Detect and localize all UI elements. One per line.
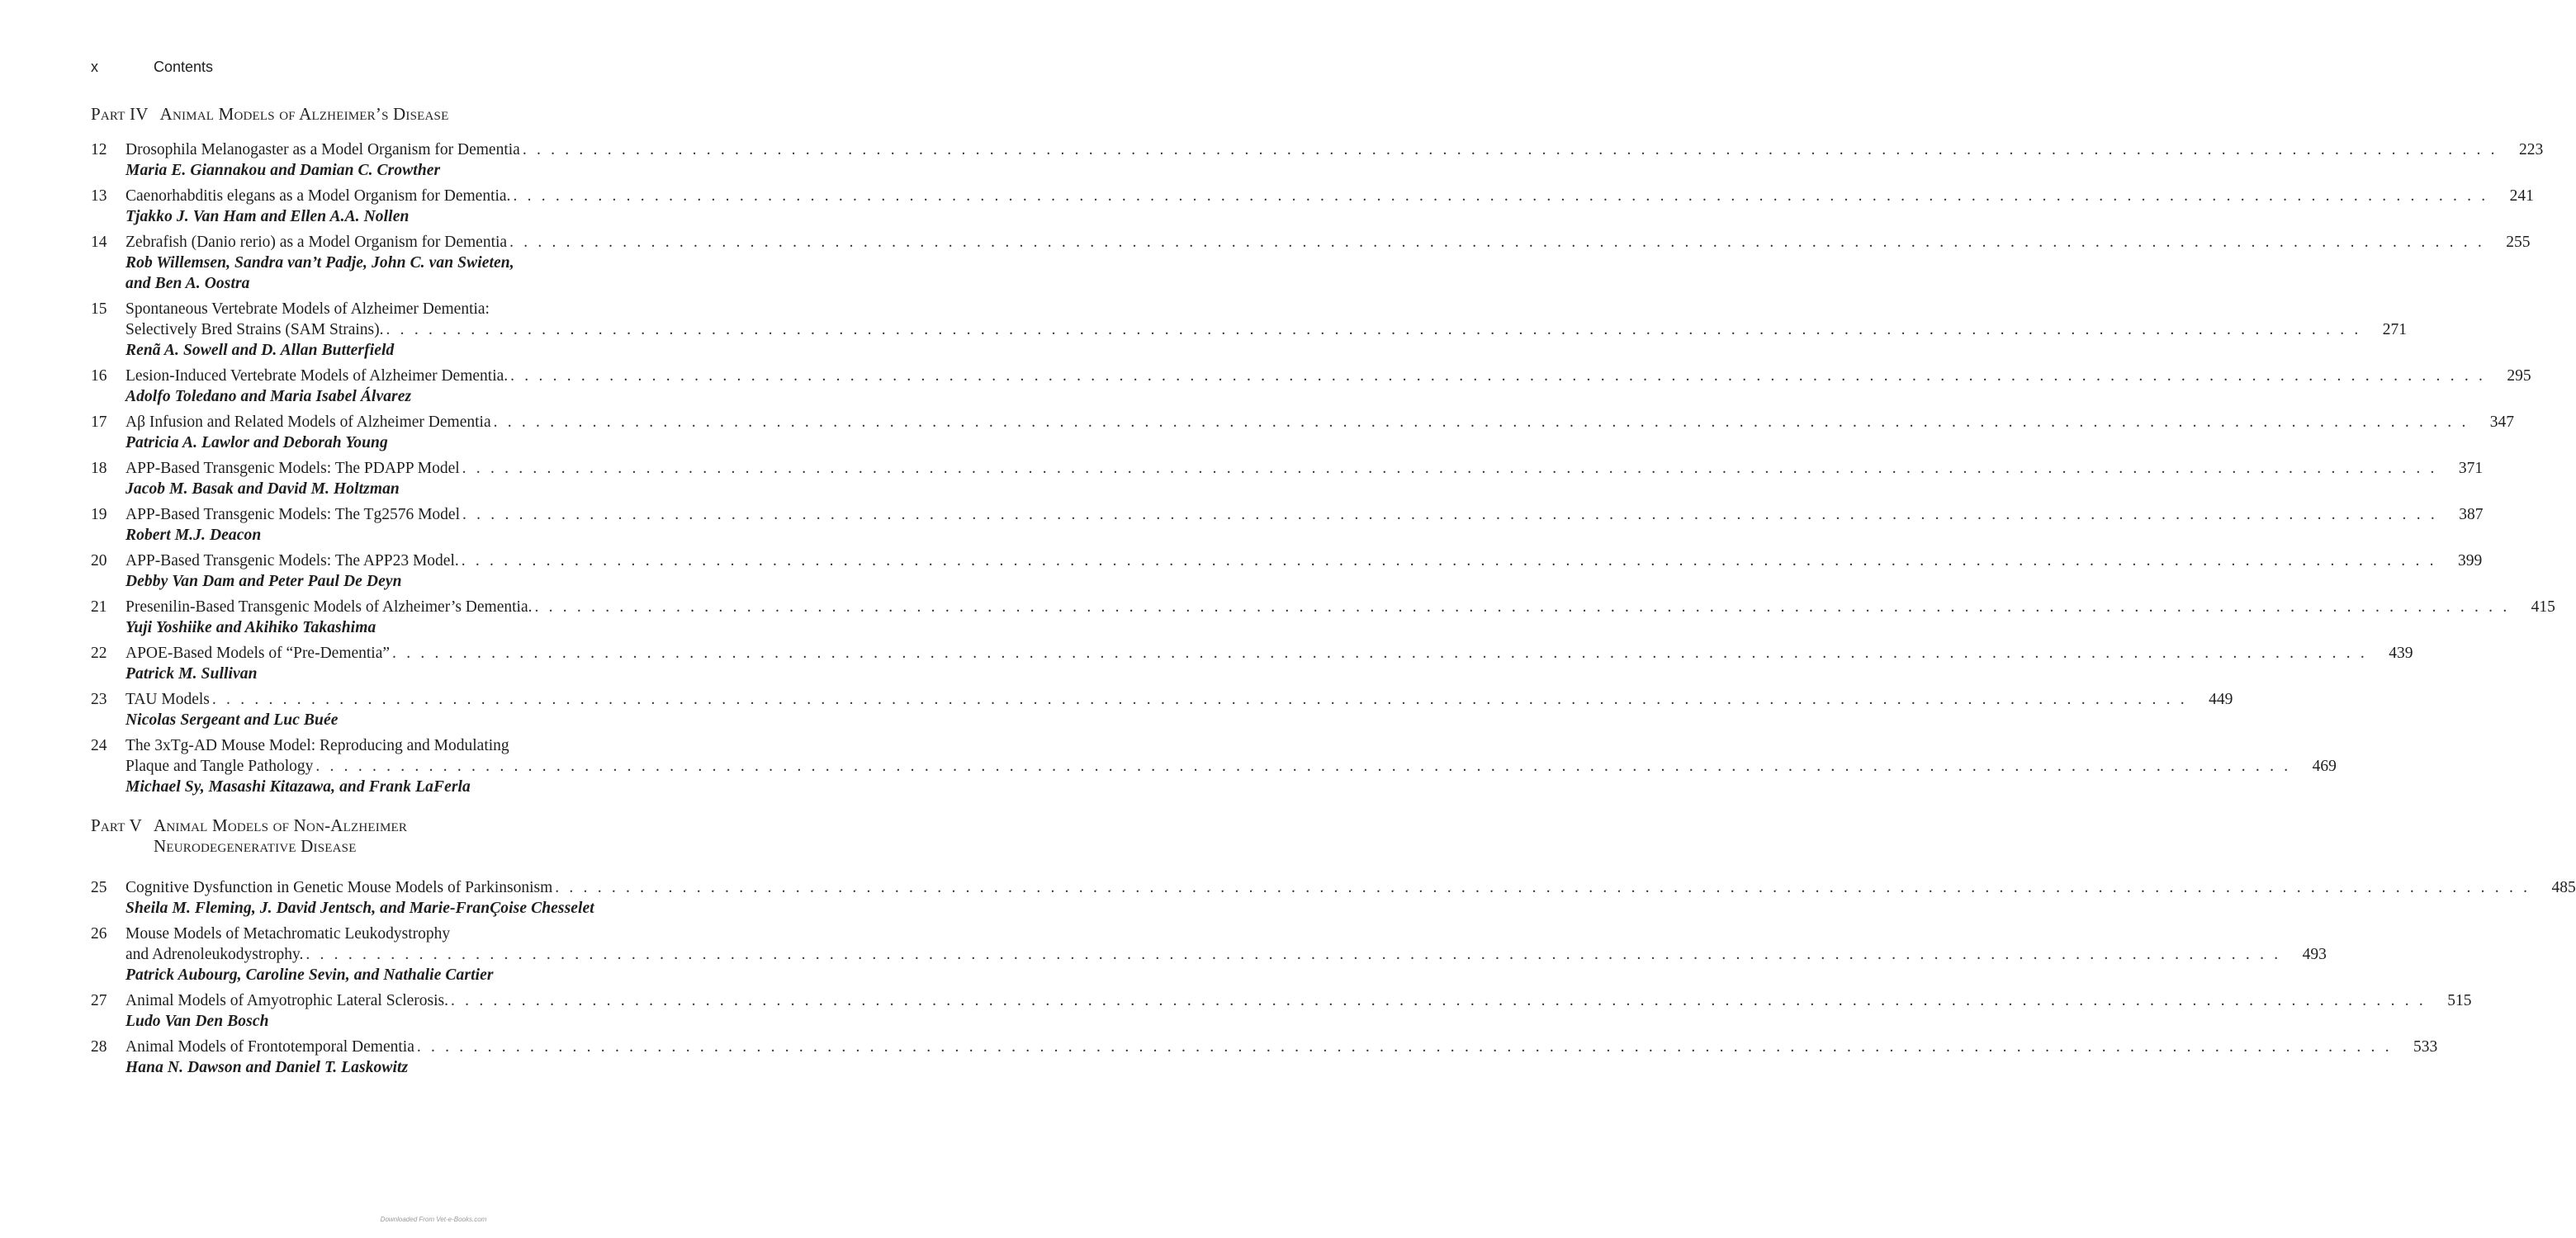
toc-entry[interactable] (91, 366, 2531, 407)
chapter-authors: and Ben A. Oostra (125, 275, 250, 292)
chapter-body (125, 735, 2337, 797)
toc-entry[interactable] (91, 458, 2484, 499)
part-heading (91, 815, 773, 857)
chapter-title[interactable]: Selectively Bred Strains (SAM Strains). (125, 321, 384, 338)
chapter-title[interactable]: APP-Based Transgenic Models: The PDAPP Model (125, 460, 460, 477)
chapter-title[interactable]: Plaque and Tangle Pathology (125, 758, 314, 775)
page-number[interactable]: 295 (2507, 367, 2531, 385)
page-number[interactable]: 255 (2506, 234, 2531, 251)
toc-entry[interactable] (91, 924, 2327, 985)
page-number[interactable]: 493 (2302, 946, 2327, 963)
chapter-number: 17 (91, 413, 107, 431)
running-head (91, 59, 213, 76)
part-label: Part IV (91, 104, 149, 124)
dot-leader: . . . . . . . . . . . . . . . . . . . . . . . . . . . . . . . . . . . . . . . . . . . . . . . . . . . . . . . . . . . . . . . . . . . . . . . . . . . . . . . . . . . . . . . . . . . . . . . . . . . . . . . . . . . . . . . . . . . . . . . . . . . . . . . . . . . . . . . . . . . . (522, 141, 2498, 158)
chapter-number: 19 (91, 506, 107, 523)
chapter-body (125, 412, 2515, 453)
chapter-authors: Patricia A. Lawlor and Deborah Young (125, 434, 388, 451)
chapter-authors: Patrick M. Sullivan (125, 665, 258, 683)
chapter-body (125, 597, 2555, 638)
chapter-title-line: The 3xTg-AD Mouse Model: Reproducing and Modulating (125, 737, 509, 754)
chapter-title[interactable]: APOE-Based Models of “Pre-Dementia” (125, 645, 391, 662)
toc-entry[interactable] (91, 504, 2484, 546)
page-number[interactable]: 347 (2489, 413, 2515, 431)
chapter-title[interactable]: TAU Models (125, 691, 210, 708)
toc-entry[interactable] (91, 232, 2531, 294)
chapter-number: 13 (91, 187, 107, 205)
chapter-number: 15 (91, 300, 107, 318)
toc-entry[interactable] (91, 643, 2413, 684)
chapter-title[interactable]: Caenorhabditis elegans as a Model Organism for Dementia. (125, 187, 511, 205)
chapter-authors: Debby Van Dam and Peter Paul De Deyn (125, 573, 402, 590)
chapter-number: 28 (91, 1038, 107, 1056)
part-heading (91, 104, 773, 125)
chapter-authors: Ludo Van Den Bosch (125, 1013, 269, 1030)
toc-entry[interactable] (91, 1037, 2438, 1078)
page-number[interactable]: 485 (2551, 879, 2576, 896)
chapter-body (125, 990, 2472, 1032)
toc-entry[interactable] (91, 412, 2515, 453)
toc-entry[interactable] (91, 299, 2407, 361)
chapter-number: 12 (91, 141, 107, 158)
page-number[interactable]: 399 (2457, 552, 2483, 569)
dot-leader: . . . . . . . . . . . . . . . . . . . . . . . . . . . . . . . . . . . . . . . . . . . . . . . . . . . . . . . . . . . . . . . . . . . . . . . . . . . . . . . . . . . . . . . . . . . . . . . . . . . . . . . . . . . . . . . . . . . . . . . . . . . . . . . . . . . . . . . . . . . . (555, 879, 2531, 896)
chapter-title-row[interactable] (125, 319, 2407, 340)
chapter-authors: Rob Willemsen, Sandra van’t Padje, John C. van Swieten, (125, 254, 514, 272)
dot-leader: . . . . . . . . . . . . . . . . . . . . . . . . . . . . . . . . . . . . . . . . . . . . . . . . . . . . . . . . . . . . . . . . . . . . . . . . . . . . . . . . . . . . . . . . . . . . . . . . . . . . . . . . . . . . . . . . . . . . . . . . . . . . . . . . . . . . . . . . . . . . (392, 645, 2368, 662)
page-number[interactable]: 515 (2447, 992, 2472, 1009)
page-number[interactable]: 371 (2458, 460, 2484, 477)
chapter-title-row[interactable] (125, 597, 2555, 617)
chapter-title[interactable]: Zebrafish (Danio rerio) as a Model Organism for Dementia (125, 234, 508, 251)
chapter-title-row[interactable] (125, 504, 2484, 525)
toc-entry[interactable] (91, 139, 2544, 181)
chapter-body (125, 232, 2531, 294)
chapter-number: 20 (91, 552, 107, 569)
page-number[interactable]: 449 (2209, 691, 2233, 708)
chapter-authors: Sheila M. Fleming, J. David Jentsch, and Marie-FranÇoise Chesselet (125, 900, 594, 917)
chapter-title-row[interactable] (125, 689, 2233, 710)
chapter-title-row[interactable] (125, 366, 2531, 386)
chapter-authors: Hana N. Dawson and Daniel T. Laskowitz (125, 1059, 409, 1076)
chapter-body (125, 504, 2484, 546)
toc-entry[interactable] (91, 186, 2534, 227)
toc-entry[interactable] (91, 550, 2483, 592)
chapter-authors: Maria E. Giannakou and Damian C. Crowther (125, 162, 441, 179)
running-title: Contents (154, 59, 214, 75)
page-number[interactable]: 387 (2459, 506, 2484, 523)
chapter-title-row[interactable] (125, 643, 2413, 664)
chapter-number: 22 (91, 645, 107, 662)
chapter-authors: Nicolas Sergeant and Luc Buée (125, 711, 339, 729)
chapter-title[interactable]: APP-Based Transgenic Models: The APP23 Model. (125, 552, 459, 569)
page-number[interactable]: 533 (2413, 1038, 2438, 1056)
chapter-number: 27 (91, 992, 107, 1009)
part-title-line: Neurodegenerative Disease (154, 836, 357, 856)
toc-entry[interactable] (91, 990, 2472, 1032)
chapter-authors: Robert M.J. Deacon (125, 527, 262, 544)
chapter-authors: Patrick Aubourg, Caroline Sevin, and Nathalie Cartier (125, 966, 494, 984)
chapter-authors: Renã A. Sowell and D. Allan Butterfield (125, 342, 395, 359)
chapter-title-line: Spontaneous Vertebrate Models of Alzheimer Dementia: (125, 300, 490, 318)
dot-leader: . . . . . . . . . . . . . . . . . . . . . . . . . . . . . . . . . . . . . . . . . . . . . . . . . . . . . . . . . . . . . . . . . . . . . . . . . . . . . . . . . . . . . . . . . . . . . . . . . . . . . . . . . . . . . . . . . . . . . . . . . . . . . . . . . . . . . . . . . . . . (462, 506, 2438, 523)
dot-leader: . . . . . . . . . . . . . . . . . . . . . . . . . . . . . . . . . . . . . . . . . . . . . . . . . . . . . . . . . . . . . . . . . . . . . . . . . . . . . . . . . . . . . . . . . . . . . . . . . . . . . . . . . . . . . . . . . . . . . . . . . . . . . . . . . . . . . . . . . . . . (510, 367, 2486, 385)
chapter-title-row[interactable] (125, 1037, 2438, 1057)
chapter-body (125, 689, 2233, 730)
dot-leader: . . . . . . . . . . . . . . . . . . . . . . . . . . . . . . . . . . . . . . . . . . . . . . . . . . . . . . . . . . . . . . . . . . . . . . . . . . . . . . . . . . . . . . . . . . . . . . . . . . . . . . . . . . . . . . . . . . . . . . . . . . . . . . . . . . . . . . . . . . . . (513, 187, 2488, 205)
chapter-body (125, 458, 2484, 499)
dot-leader: . . . . . . . . . . . . . . . . . . . . . . . . . . . . . . . . . . . . . . . . . . . . . . . . . . . . . . . . . . . . . . . . . . . . . . . . . . . . . . . . . . . . . . . . . . . . . . . . . . . . . . . . . . . . . . . . . . . . . . . . . . . . . . . . . . . . . . . . . . . . (386, 321, 2361, 338)
table-of-contents (91, 104, 2576, 1083)
chapter-title-row[interactable] (125, 990, 2472, 1011)
chapter-title-row[interactable] (125, 458, 2484, 479)
page-number[interactable]: 223 (2519, 141, 2544, 158)
chapter-title-row[interactable] (125, 412, 2515, 432)
chapter-title-row[interactable] (125, 139, 2544, 160)
chapter-number: 24 (91, 737, 107, 754)
chapter-title-row[interactable] (125, 756, 2337, 777)
chapter-title-row[interactable] (125, 877, 2576, 898)
chapter-authors: Yuji Yoshiike and Akihiko Takashima (125, 619, 376, 636)
toc-entry[interactable] (91, 597, 2555, 638)
chapter-body (125, 877, 2576, 919)
dot-leader: . . . . . . . . . . . . . . . . . . . . . . . . . . . . . . . . . . . . . . . . . . . . . . . . . . . . . . . . . . . . . . . . . . . . . . . . . . . . . . . . . . . . . . . . . . . . . . . . . . . . . . . . . . . . . . . . . . . . . . . . . . . . . . . . . . . . . . . . . . . . (451, 992, 2427, 1009)
page-folio: x (91, 59, 98, 75)
chapter-title[interactable]: Drosophila Melanogaster as a Model Organism for Dementia (125, 141, 520, 158)
dot-leader: . . . . . . . . . . . . . . . . . . . . . . . . . . . . . . . . . . . . . . . . . . . . . . . . . . . . . . . . . . . . . . . . . . . . . . . . . . . . . . . . . . . . . . . . . . . . . . . . . . . . . . . . . . . . . . . . . . . . . . . . . . . . . . . . . . . . . . . . . . . . (461, 552, 2437, 569)
dot-leader: . . . . . . . . . . . . . . . . . . . . . . . . . . . . . . . . . . . . . . . . . . . . . . . . . . . . . . . . . . . . . . . . . . . . . . . . . . . . . . . . . . . . . . . . . . . . . . . . . . . . . . . . . . . . . . . . . . . . . . . . . . . . . . . . . . . . . . . . . . . . (416, 1038, 2393, 1056)
chapter-authors: Tjakko J. Van Ham and Ellen A.A. Nollen (125, 208, 410, 225)
page-number[interactable]: 415 (2531, 598, 2555, 616)
chapter-title-line: Mouse Models of Metachromatic Leukodystrophy (125, 925, 451, 943)
dot-leader: . . . . . . . . . . . . . . . . . . . . . . . . . . . . . . . . . . . . . . . . . . . . . . . . . . . . . . . . . . . . . . . . . . . . . . . . . . . . . . . . . . . . . . . . . . . . . . . . . . . . . . . . . . . . . . . . . . . . . . . . . . . . . . . . . . . . . . . . . . . . (493, 413, 2469, 431)
chapter-title[interactable]: Cognitive Dysfunction in Genetic Mouse Models of Parkinsonism (125, 879, 553, 896)
chapter-body (125, 1037, 2438, 1078)
chapter-title-row[interactable] (125, 186, 2534, 206)
watermark: Downloaded From Vet-e-Books.com (380, 1216, 487, 1223)
page-number[interactable]: 439 (2389, 645, 2413, 662)
chapter-number: 23 (91, 691, 107, 708)
chapter-body (125, 186, 2534, 227)
chapter-title[interactable]: and Adrenoleukodystrophy. (125, 946, 304, 963)
chapter-number: 21 (91, 598, 107, 616)
page-number[interactable]: 241 (2509, 187, 2534, 205)
part-title (154, 815, 407, 857)
dot-leader: . . . . . . . . . . . . . . . . . . . . . . . . . . . . . . . . . . . . . . . . . . . . . . . . . . . . . . . . . . . . . . . . . . . . . . . . . . . . . . . . . . . . . . . . . . . . . . . . . . . . . . . . . . . . . . . . . . . . . . . . . . . . . . . . . . . . . . . . . . . . (315, 758, 2291, 775)
chapter-number: 16 (91, 367, 107, 385)
toc-entry[interactable] (91, 877, 2576, 919)
dot-leader: . . . . . . . . . . . . . . . . . . . . . . . . . . . . . . . . . . . . . . . . . . . . . . . . . . . . . . . . . . . . . . . . . . . . . . . . . . . . . . . . . . . . . . . . . . . . . . . . . . . . . . . . . . . . . . . . . . . . . . . . . . . . . . . . . . . . . . . . . . . . (534, 598, 2510, 616)
dot-leader: . . . . . . . . . . . . . . . . . . . . . . . . . . . . . . . . . . . . . . . . . . . . . . . . . . . . . . . . . . . . . . . . . . . . . . . . . . . . . . . . . . . . . . . . . . . . . . . . . . . . . . . . . . . . . . . . . . . . . . . . . . . . . . . . . . . . . . . . . . . . (462, 460, 2438, 477)
page-number[interactable]: 469 (2312, 758, 2337, 775)
chapter-title[interactable]: Lesion-Induced Vertebrate Models of Alzheimer Dementia. (125, 367, 509, 385)
chapter-body (125, 139, 2544, 181)
chapter-title-row[interactable] (125, 944, 2327, 965)
chapter-body (125, 550, 2483, 592)
chapter-title[interactable]: Animal Models of Amyotrophic Lateral Sclerosis. (125, 992, 449, 1009)
chapter-title-row[interactable] (125, 550, 2483, 571)
chapter-body (125, 643, 2413, 684)
chapter-number: 26 (91, 925, 107, 943)
chapter-title[interactable]: Animal Models of Frontotemporal Dementia (125, 1038, 414, 1056)
chapter-number: 18 (91, 460, 107, 477)
page-number[interactable]: 271 (2382, 321, 2407, 338)
part-title-line: Animal Models of Non-Alzheimer (154, 815, 408, 835)
chapter-title[interactable]: APP-Based Transgenic Models: The Tg2576 Model (125, 506, 460, 523)
dot-leader: . . . . . . . . . . . . . . . . . . . . . . . . . . . . . . . . . . . . . . . . . . . . . . . . . . . . . . . . . . . . . . . . . . . . . . . . . . . . . . . . . . . . . . . . . . . . . . . . . . . . . . . . . . . . . . . . . . . . . . . . . . . . . . . . . . . . . . . . . . . . (305, 946, 2281, 963)
chapter-body (125, 924, 2327, 985)
chapter-authors: Adolfo Toledano and Maria Isabel Álvarez (125, 388, 412, 405)
chapter-body (125, 299, 2407, 361)
chapter-title-row[interactable] (125, 232, 2531, 253)
part-label: Part V (91, 815, 143, 835)
chapter-title[interactable]: Aβ Infusion and Related Models of Alzheimer Dementia (125, 413, 491, 431)
chapter-body (125, 366, 2531, 407)
toc-entry[interactable] (91, 689, 2233, 730)
dot-leader: . . . . . . . . . . . . . . . . . . . . . . . . . . . . . . . . . . . . . . . . . . . . . . . . . . . . . . . . . . . . . . . . . . . . . . . . . . . . . . . . . . . . . . . . . . . . . . . . . . . . . . . . . . . . . . . . . . . . . . . . . . . . . . . . . . . . . . . . . . . . (211, 691, 2188, 708)
chapter-title[interactable]: Presenilin-Based Transgenic Models of Alzheimer’s Dementia. (125, 598, 533, 616)
chapter-number: 14 (91, 234, 107, 251)
toc-entry[interactable] (91, 735, 2337, 797)
part-title-line: Animal Models of Alzheimer’s Disease (159, 104, 449, 124)
chapter-authors: Jacob M. Basak and David M. Holtzman (125, 480, 400, 498)
part-title (160, 104, 449, 125)
chapter-number: 25 (91, 879, 107, 896)
dot-leader: . . . . . . . . . . . . . . . . . . . . . . . . . . . . . . . . . . . . . . . . . . . . . . . . . . . . . . . . . . . . . . . . . . . . . . . . . . . . . . . . . . . . . . . . . . . . . . . . . . . . . . . . . . . . . . . . . . . . . . . . . . . . . . . . . . . . . . . . . . . . (509, 234, 2485, 251)
chapter-authors: Michael Sy, Masashi Kitazawa, and Frank LaFerla (125, 778, 471, 796)
